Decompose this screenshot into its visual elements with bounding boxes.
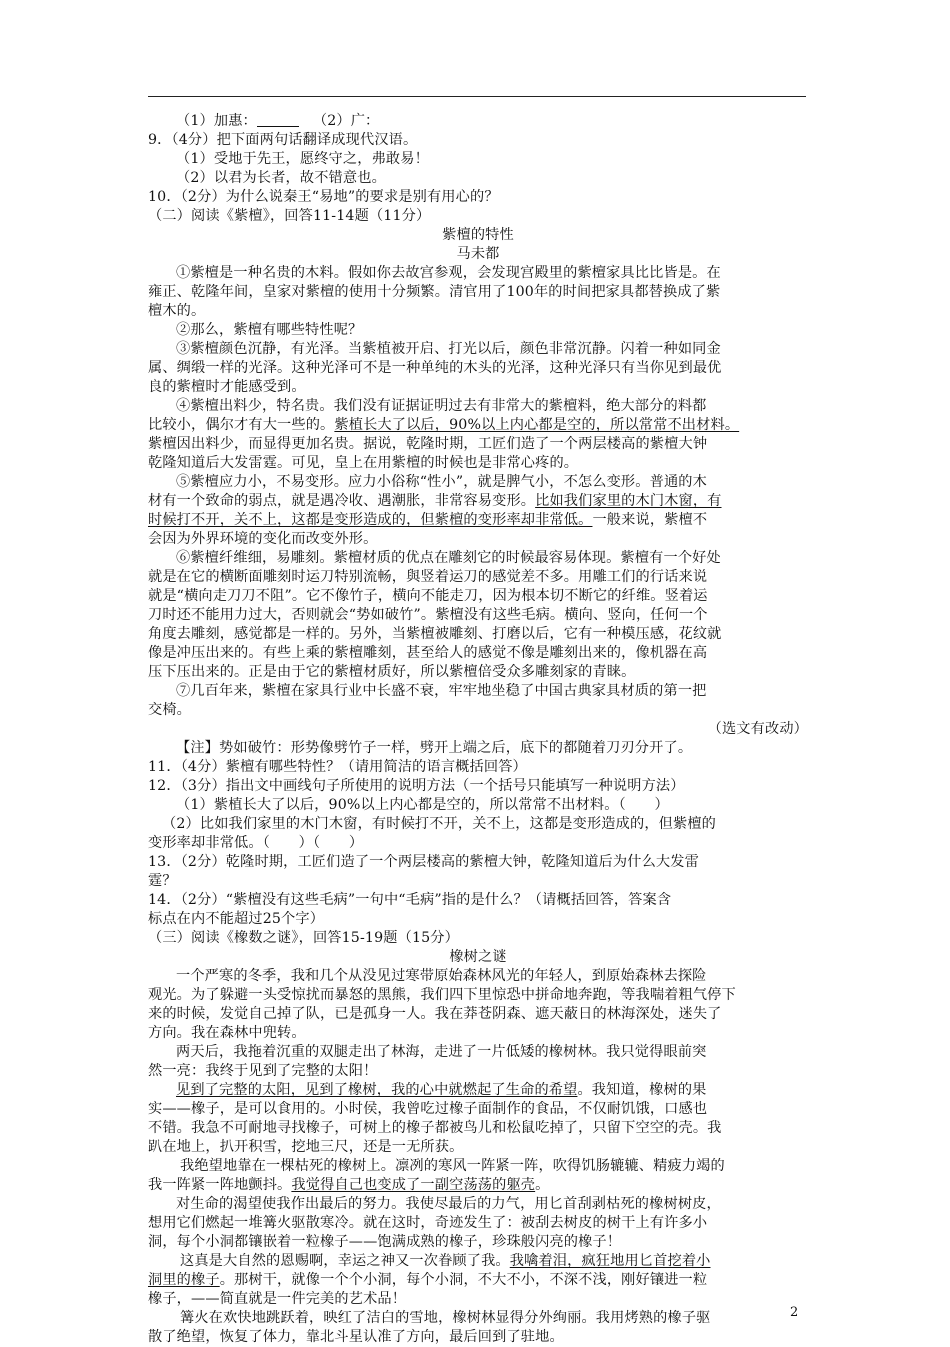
story-paragraph-5-line: 想用它们燃起一堆篝火驱散寒冷。就在这时，奇迹发生了：被刮去树皮的树干上有许多小 [148, 1215, 708, 1231]
q9-sentence-2: （2）以君为长者，故不错意也。 [176, 170, 386, 186]
plain-text: 材有一个致命的弱点，就是遇冷收、遇潮胀，非常容易变形。 [148, 493, 536, 509]
story-paragraph-3-line: 趴在地上，扒开积雪，挖地三尺，还是一无所获。 [148, 1139, 464, 1155]
paragraph-6-line: 就是“横向走刀刀不阻”。它不像竹子，横向不能走刀，因为根本切不断它的纤维。竖着运 [148, 588, 708, 604]
q14-stem: 14．（2分）“紫檀没有这些毛病”一句中“毛病”指的是什么？（请概括回答，答案含 [148, 892, 672, 908]
paragraph-4-line [148, 416, 808, 435]
story-paragraph-1-line: 方向。我在森林中兜转。 [148, 1025, 306, 1041]
story-paragraph-1-line: 来的时候，发觉自己掉了队，已是孤身一人。我在莽苍阴森、遮天蔽日的林海深处，迷失了 [148, 1006, 722, 1022]
story-paragraph-7-line: 散了绝望，恢复了体力，靠北斗星认准了方向，最后回到了驻地。 [148, 1329, 564, 1345]
story-paragraph-7-line: 篝火在欢快地跳跃着，映红了洁白的雪地，橡树林显得分外绚丽。我用烤熟的橡子驱 [180, 1310, 711, 1326]
underlined-sentence: 比如我们家里的木门木窗，有 [535, 493, 722, 509]
story-paragraph-2-line: 然一亮：我终于见到了完整的太阳！ [148, 1063, 378, 1079]
story-paragraph-4-line: 我绝望地靠在一棵枯死的橡树上。凛冽的寒风一阵紧一阵，吹得饥肠辘辘、精疲力竭的 [180, 1158, 725, 1174]
q13-stem: 13．（2分）乾隆时期，工匠们造了一个两层楼高的紫檀大钟，乾隆知道后为什么大发雷 [148, 854, 699, 870]
q13-stem-cont: 霆？ [148, 873, 177, 889]
story-paragraph-3-line: 不错。我急不可耐地寻找橡子，可树上的橡子都被鸟儿和松鼠吃掉了，只留下空空的壳。我 [148, 1120, 722, 1136]
source-note: （选文有改动） [707, 721, 808, 737]
story-paragraph-5-line: 洞，每个小洞都镶嵌着一粒橡子——饱满成熟的橡子，珍珠般闪亮的橡子！ [148, 1234, 622, 1250]
paragraph-6-line: 角度去雕刻，感觉都是一样的。另外，当紫檀被雕刻、打磨以后，它有一种模压感，花纹就 [148, 626, 722, 642]
underlined-sentence: 我觉得自己也变成了一副空荡荡的躯壳 [291, 1177, 536, 1193]
paragraph-6-line: 刀时还不能用力过大，否则就会“势如破竹”。紫檀没有这些毛病。横向、竖向，任何一个 [148, 607, 708, 623]
article-title: 橡树之谜 [449, 949, 507, 965]
paragraph-2: ②那么，紫檀有哪些特性呢？ [176, 322, 363, 338]
paragraph-7-line: 交椅。 [148, 702, 192, 718]
plain-text: 比较小，偶尔才有大一些的。 [148, 417, 335, 433]
story-paragraph-6-line: 橡子，——简直就是一件完美的艺术品！ [148, 1291, 407, 1307]
q9-stem: 9．（4分）把下面两句话翻译成现代汉语。 [148, 132, 418, 148]
page-number: 2 [790, 1305, 799, 1320]
q8-line [148, 112, 808, 131]
header-rule [148, 96, 806, 97]
story-paragraph-2-line: 两天后，我拖着沉重的双腿走出了林海，走进了一片低矮的橡树林。我只觉得眼前突 [176, 1044, 707, 1060]
q8-item-b: （2）广： [312, 113, 380, 129]
underlined-sentence: 见到了完整的太阳，见到了橡树，我的心中就燃起了生命的希望 [176, 1082, 578, 1098]
section3-heading: （三）阅读《橡数之谜》，回答15-19题（15分） [148, 930, 459, 946]
paragraph-4-line: 紫檀因出料少，而显得更加名贵。据说，乾隆时期，工匠们造了一个两层楼高的紫檀大钟 [148, 436, 708, 452]
underlined-sentence: 洞里的橡子 [148, 1272, 220, 1288]
article-author: 马未都 [456, 246, 500, 262]
q12-item-2: （2）比如我们家里的木门木窗，有时候打不开，关不上，这都是变形造成的，但紫檀的 [162, 816, 717, 832]
plain-text: 一般来说，紫檀不 [592, 512, 708, 528]
story-paragraph-1-line: 一个严寒的冬季，我和几个从没见过寒带原始森林风光的年轻人，到原始森林去探险 [176, 968, 707, 984]
story-paragraph-1-line: 观光。为了躲避一头受惊扰而暴怒的黑熊，我们四下里惊恐中拼命地奔跑，等我喘着粗气停下 [148, 987, 736, 1003]
q12-item-1: （1）紫植长大了以后，90%以上内心都是空的，所以常常不出材料。（ ） [176, 797, 669, 813]
story-paragraph-6-line [148, 1271, 808, 1290]
underlined-sentence: 我噙着泪，疯狂地用匕首挖着小 [509, 1253, 711, 1269]
plain-text: 。我知道，橡树的果 [577, 1082, 707, 1098]
paragraph-4-line: ④紫檀出料少，特名贵。我们没有证据证明过去有非常大的紫檀料，绝大部分的料都 [176, 398, 707, 414]
q14-stem-cont: 标点在内不能超过25个字） [148, 911, 325, 927]
paragraph-6-line: ⑥紫檀纤维细，易雕刻。紫檀材质的优点在雕刻它的时候最容易体现。紫檀有一个好处 [176, 550, 721, 566]
paragraph-4-line: 乾隆知道后大发雷霆。可见，皇上在用紫檀的时候也是非常心疼的。 [148, 455, 579, 471]
paragraph-1-line: ①紫檀是一种名贵的木料。假如你去故宫参观，会发现宫殿里的紫檀家具比比皆是。在 [176, 265, 721, 281]
plain-text: 。 [535, 1177, 550, 1193]
paragraph-6-line: 压下压出来的。正是由于它的紫檀材质好，所以紫檀倍受众多雕刻家的青睐。 [148, 664, 636, 680]
document-body [148, 112, 808, 1347]
paragraph-1-line: 檀木的。 [148, 303, 206, 319]
q12-item-2-cont: 变形率却非常低。（ ）（ ） [148, 835, 364, 851]
story-paragraph-6-line [148, 1252, 808, 1271]
story-paragraph-3-line [148, 1081, 808, 1100]
paragraph-6-line: 像是冲压出来的。有些上乘的紫檀雕刻，甚至给人的感觉不像是雕刻出来的，像机器在高 [148, 645, 708, 661]
paragraph-3-line: ③紫檀颜色沉静，有光泽。当紫植被开启、打光以后，颜色非常沉静。闪着一种如同金 [176, 341, 721, 357]
q9-sentence-1: （1）受地于先王，愿终守之，弗敢易！ [176, 151, 429, 167]
paragraph-7-line: ⑦几百年来，紫檀在家具行业中长盛不衰，牢牢地坐稳了中国古典家具材质的第一把 [176, 683, 707, 699]
paragraph-5-line: 会因为外界环境的变化而改变外形。 [148, 531, 378, 547]
section2-heading: （二）阅读《紫檀》，回答11-14题（11分） [148, 208, 431, 224]
underlined-sentence: 时候打不开，关不上，这都是变形造成的，但紫檀的变形率却非常低。 [148, 512, 593, 528]
paragraph-5-line: ⑤紫檀应力小，不易变形。应力小俗称“性小”，就是脾气小，不怎么变形。普通的木 [176, 474, 707, 490]
footnote: 【注】势如破竹：形势像劈竹子一样，劈开上端之后，底下的都随着刀刃分开了。 [176, 740, 693, 756]
q10-stem: 10．（2分）为什么说秦王“易地”的要求是别有用心的？ [148, 189, 499, 205]
answer-blank [257, 112, 299, 127]
plain-text: 这真是大自然的恩赐啊，幸运之神又一次眷顾了我。 [180, 1253, 510, 1269]
q12-stem: 12．（3分）指出文中画线句子所使用的说明方法（一个括号只能填写一种说明方法） [148, 778, 685, 794]
paragraph-5-line [148, 492, 808, 511]
story-paragraph-3-line: 实——橡子，是可以食用的。小时侯，我曾吃过橡子面制作的食品，不仅耐饥饿，口感也 [148, 1101, 708, 1117]
q11-stem: 11．（4分）紫檀有哪些特性？（请用简洁的语言概括回答） [148, 759, 527, 775]
story-paragraph-5-line: 对生命的渴望使我作出最后的努力。我使尽最后的力气，用匕首刮剥枯死的橡树树皮， [176, 1196, 721, 1212]
paragraph-3-line: 属、绸缎一样的光泽。这种光泽可不是一种单纯的木头的光泽，这种光泽只有当你见到最优 [148, 360, 722, 376]
paragraph-1-line: 雍正、乾隆年间，皇家对紫檀的使用十分频繁。清官用了100年的时间把家具都替换成了紫 [148, 284, 721, 300]
underlined-sentence: 紫植长大了以后，90%以上内心都是空的，所以常常不出材料。 [334, 417, 740, 433]
plain-text: 。那树干，就像一个个小洞，每个小洞，不大不小，不深不浅，刚好镶进一粒 [219, 1272, 708, 1288]
paragraph-3-line: 良的紫檀时才能感受到。 [148, 379, 306, 395]
paragraph-6-line: 就是在它的横断面雕刻时运刀特别流畅，與竖着运刀的感觉差不多。用雕工们的行话来说 [148, 569, 708, 585]
paragraph-5-line [148, 511, 808, 530]
q8-item-a: （1）加惠： [176, 113, 257, 129]
plain-text: 我一阵紧一阵地颤抖。 [148, 1177, 292, 1193]
article-title: 紫檀的特性 [442, 227, 514, 243]
story-paragraph-4-line [148, 1176, 808, 1195]
